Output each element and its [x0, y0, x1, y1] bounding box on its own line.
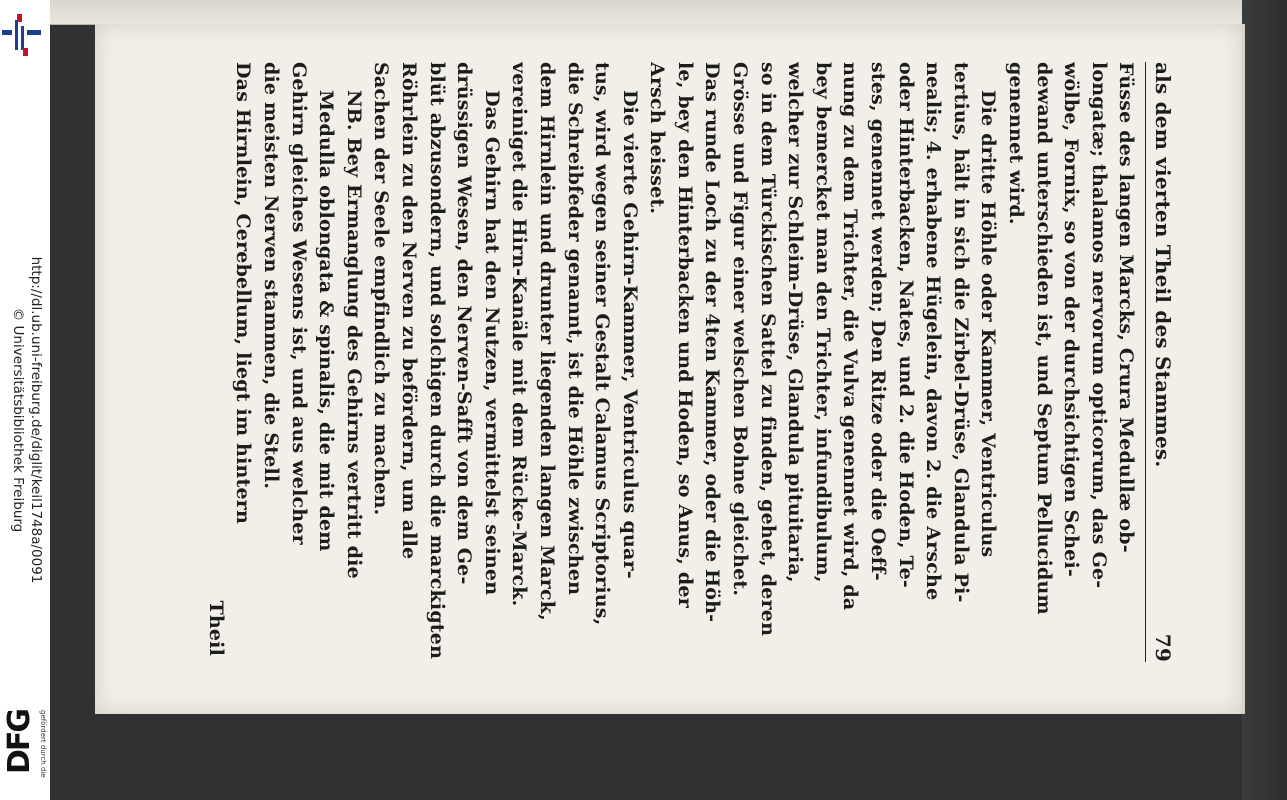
- previous-page-edge: [50, 0, 1242, 25]
- text-line: Röhrlein zu den Nerven zu befördern, um alle: [397, 62, 420, 560]
- funder-note: gefördert durch die: [39, 710, 47, 778]
- dfg-logo: DFG: [2, 710, 37, 775]
- text-line: Die dritte Höhle oder Kammer, Ventriculus: [977, 90, 1000, 558]
- text-line: so in dem Türckischen Sattel zu finden, gehet, deren: [756, 62, 779, 637]
- copyright-notice: © Universitätsbibliothek Freiburg: [10, 307, 26, 533]
- page-text-block: [96, 62, 1176, 662]
- repository-sidebar: [0, 0, 50, 800]
- text-line: Das runde Loch zu der 4ten Kammer, oder die Höh-: [701, 62, 724, 623]
- text-line: genennet wird.: [1005, 62, 1028, 225]
- text-line: Das Hirnlein, Cerebellum, liegt im hintern: [232, 62, 255, 524]
- text-line: welcher zur Schleim-Drüse, Glandula pituitaria,: [784, 62, 807, 583]
- text-line: die Schreibfeder genannt, ist die Höhle zwischen: [563, 62, 586, 596]
- text-line: longatæ; thalamos nervorum opticorum, das Ge-: [1087, 62, 1110, 589]
- dfg-funding-block: [2, 706, 48, 796]
- text-line: die meisten Nerven stammen, die Stell.: [260, 62, 282, 490]
- text-line: nung zu dem Trichter, die Vulva genennet wird, da: [839, 62, 862, 611]
- repository-info: [5, 40, 45, 800]
- text-line: NB. Bey Ermanglung des Gehirns vertritt die: [342, 90, 365, 579]
- text-line: Grösse und Figur einer welschen Bohne gleichet.: [729, 62, 752, 597]
- text-line: vereiniget die Hirn-Kanäle mit dem Rücke-Marck.: [508, 62, 531, 607]
- text-line: Arsch heisset.: [646, 62, 669, 215]
- text-line: bey bemercket man den Trichter, infundibulum,: [811, 62, 834, 583]
- catchword: Theil: [204, 600, 227, 656]
- text-lines: [229, 62, 1140, 662]
- text-line: Medulla oblongata & spinalis, die mit dem: [315, 90, 338, 552]
- text-line: stes, genennet werden; Den Ritze oder die Oeff-: [867, 62, 890, 581]
- text-line: blüt abzusondern, und solchigen durch die marckigten: [425, 62, 448, 660]
- text-line: tus, wird wegen seiner Gestalt Calamus Scriptorius,: [591, 62, 614, 626]
- page-header: [1145, 62, 1176, 662]
- text-line: Füsse des langen Marcks, Crura Medullæ ob-: [1115, 62, 1138, 553]
- running-head: als dem vierten Theil des Stammes.: [1151, 62, 1175, 468]
- text-line: dewand unterschieden ist, und Septum Pellucidum: [1032, 62, 1055, 615]
- text-line: Die vierte Gehirn-Kammer, Ventriculus quar-: [618, 90, 641, 579]
- text-line: tertius, hält in sich die Zirbel-Drüse, Glandula Pi-: [949, 62, 972, 603]
- text-line: oder Hinterbacken, Nates, und 2. die Hoden, Te-: [894, 62, 917, 589]
- text-line: Gehirn gleiches Wesens ist, und aus welcher: [287, 62, 310, 545]
- text-line: Sachen der Seele empfindlich zu machen.: [370, 62, 393, 516]
- digitization-url[interactable]: http://dl.ub.uni-freiburg.de/diglit/keil1748a/0091: [28, 256, 44, 584]
- text-line: nealis; 4. erhabene Hügelein, davon 2. die Arsche: [922, 62, 945, 601]
- scan-gutter: [1242, 0, 1287, 800]
- text-line: le, bey den Hinterbacken und Hoden, so Anus, der: [673, 62, 696, 608]
- page-number: 79: [1151, 633, 1175, 662]
- text-line: dem Hirnlein und drunter liegenden langen Marck,: [535, 62, 558, 621]
- text-line: drüssigen Wesen, den Nerven-Safft von dem Ge-: [453, 62, 476, 585]
- text-line: wölbe, Fornix, so von der durchsichtigen Schei-: [1060, 62, 1083, 577]
- text-line: Das Gehirn hat den Nutzen, vermittelst seinen: [480, 90, 503, 596]
